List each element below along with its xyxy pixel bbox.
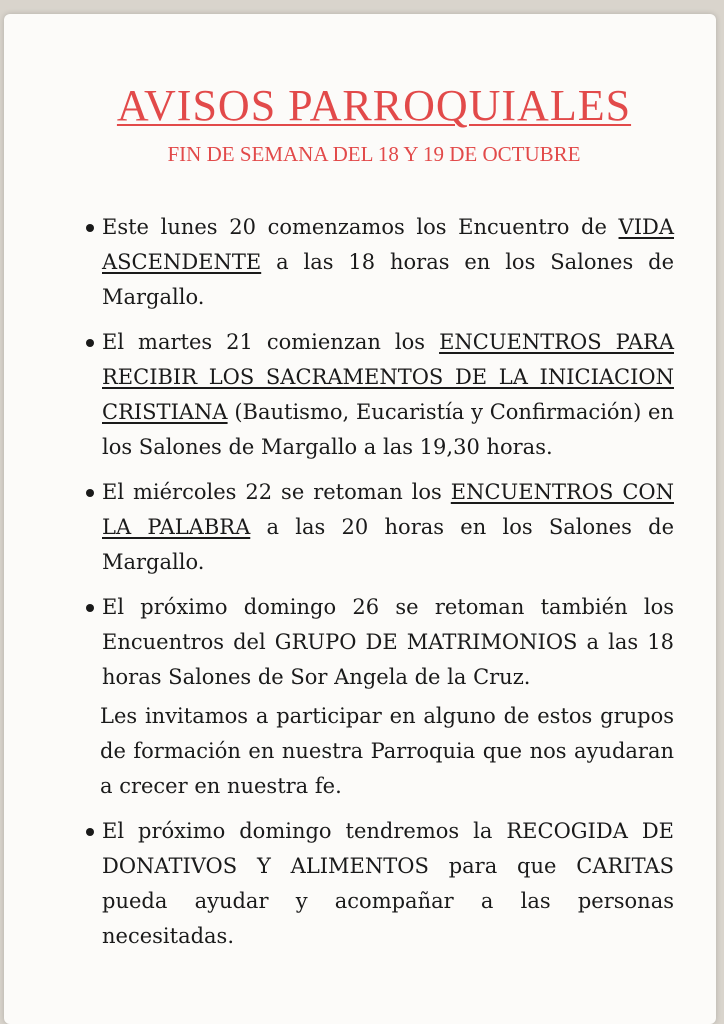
notice-highlight: VIDA ASCENDENTE <box>102 215 674 274</box>
notice-item <box>78 814 674 954</box>
bullet-icon <box>86 224 94 232</box>
notice-text: El miércoles 22 se retoman los <box>102 480 451 504</box>
bullet-icon <box>86 339 94 347</box>
bullet-icon <box>86 828 94 836</box>
notice-text: a las 20 horas en los Salones de Margallo. <box>102 515 674 574</box>
notice-list <box>78 210 674 964</box>
bullet-icon <box>86 604 94 612</box>
notice-text: El próximo domingo tendremos la RECOGIDA DE DONATIVOS Y ALIMENTOS para que CARITAS pueda ayudar y acompañar a las personas necesitadas. <box>102 819 674 948</box>
notice-sheet <box>4 14 716 1024</box>
notice-highlight: ENCUENTROS CON LA PALABRA <box>102 480 674 539</box>
notice-item <box>78 325 674 465</box>
notice-text: El próximo domingo 26 se retoman también los Encuentros del GRUPO DE MATRIMONIOS a las 18 horas Salones de Sor Angela de la Cruz. <box>102 595 674 689</box>
invitation-paragraph: Les invitamos a participar en alguno de estos grupos de formación en nuestra Parroquia que nos ayudaran a crecer en nuestra fe. <box>100 704 674 798</box>
page-title: AVISOS PARROQUIALES <box>116 81 632 130</box>
notice-item <box>78 590 674 695</box>
notice-item <box>78 475 674 580</box>
bullet-icon <box>86 489 94 497</box>
notice-text: El martes 21 comienzan los <box>102 330 440 354</box>
notice-item <box>78 210 674 315</box>
notice-highlight: ENCUENTROS PARA RECIBIR LOS SACRAMENTOS DE LA INICIACION CRISTIANA <box>102 330 674 424</box>
notice-text: Este lunes 20 comenzamos los Encuentro de <box>102 215 619 239</box>
page-subtitle: FIN DE SEMANA DEL 18 Y 19 DE OCTUBRE <box>167 142 581 166</box>
notice-text: (Bautismo, Eucaristía y Confirmación) en los Salones de Margallo a las 19,30 horas. <box>102 400 674 459</box>
notice-text: a las 18 horas en los Salones de Margallo. <box>102 250 674 309</box>
